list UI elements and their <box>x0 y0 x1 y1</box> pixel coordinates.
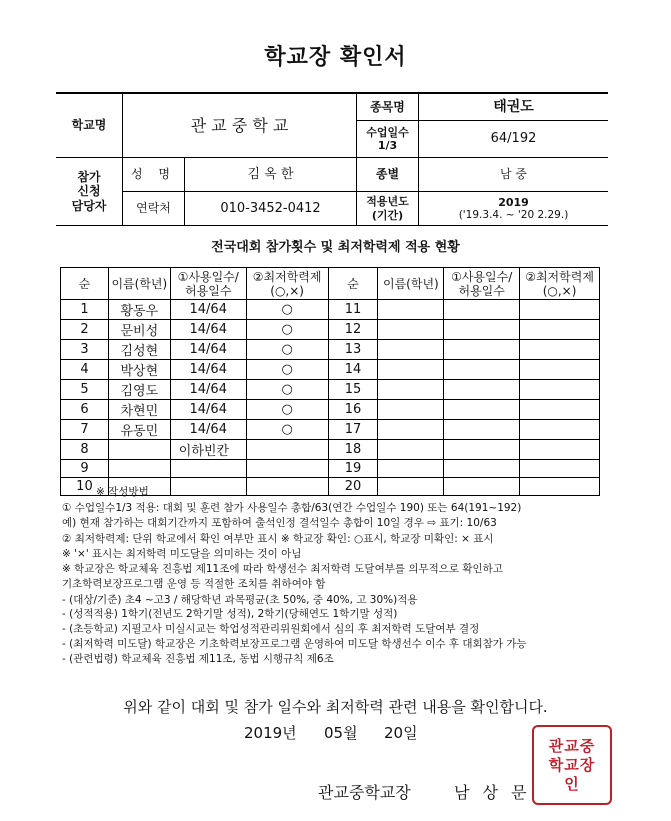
student-name: 김성현 <box>108 340 170 360</box>
instruction-line: ※ '×' 표시는 최저학력 미도달을 의미하는 것이 아님 <box>62 548 302 560</box>
student-name <box>378 478 444 496</box>
principal-title: 관교중학교장 <box>318 783 411 802</box>
row-number: 11 <box>328 300 378 320</box>
document-title: 학교장 확인서 <box>264 45 407 70</box>
instruction-line: - (성적적용) 1학기(전년도 2학기말 성적), 2학기(당해연도 1학기말 성적) <box>62 608 398 620</box>
used-days <box>444 320 520 340</box>
min-academic-mark: ○ <box>246 340 328 360</box>
used-days <box>444 420 520 440</box>
column-header: ①사용일수/ 허용일수 <box>170 268 246 300</box>
min-academic-mark <box>520 360 600 380</box>
used-days: 14/64 <box>170 300 246 320</box>
column-header: 순 <box>61 268 109 300</box>
used-days: 14/64 <box>170 340 246 360</box>
used-days <box>170 478 246 496</box>
student-name <box>378 300 444 320</box>
used-days: 14/64 <box>170 380 246 400</box>
table-row <box>61 460 600 478</box>
student-name <box>108 440 170 460</box>
instruction-line: 기초학력보장프로그램 운영 등 적절한 조치를 취하여야 함 <box>62 578 326 590</box>
blank-note: 이하빈칸 <box>170 440 246 460</box>
table-row <box>61 440 600 460</box>
column-header: ②최저학력제 (○,×) <box>246 268 328 300</box>
instruction-line: ※ 작성방법 <box>96 486 149 498</box>
row-number: 16 <box>328 400 378 420</box>
min-academic-mark <box>520 380 600 400</box>
student-name: 문비성 <box>108 320 170 340</box>
student-name: 차현민 <box>108 400 170 420</box>
table-row <box>61 340 600 360</box>
student-name <box>378 460 444 478</box>
days-value: 64/192 <box>418 120 608 158</box>
row-number: 13 <box>328 340 378 360</box>
period-value: ('19.3.4. ~ '20 2.29.) <box>458 208 569 221</box>
row-number: 8 <box>61 440 109 460</box>
row-number: 6 <box>61 400 109 420</box>
row-number: 10 <box>61 478 109 496</box>
row-number: 15 <box>328 380 378 400</box>
table-row <box>61 400 600 420</box>
min-academic-mark: ○ <box>246 300 328 320</box>
gender-label: 종별 <box>356 158 418 191</box>
row-number: 9 <box>61 460 109 478</box>
min-academic-mark: ○ <box>246 320 328 340</box>
student-name <box>378 380 444 400</box>
instruction-line: - (최저학력 미도달) 학교장은 기초학력보장프로그램 운영하여 미도달 학생선수 이수 후 대회참가 가능 <box>62 638 527 650</box>
instruction-line: ① 수업일수1/3 적용: 대회 및 훈련 참가 사용일수 총합/63(연간 수업일수 190) 또는 64(191~192) <box>62 502 522 514</box>
student-name <box>378 400 444 420</box>
instruction-line: 예) 현재 참가하는 대회기간까지 포함하여 출석인정 결석일수 총합이 10일 경우 ⇨ 표기: 10/63 <box>62 517 497 529</box>
min-academic-mark <box>520 478 600 496</box>
seal-text: 관교중학교장인 <box>548 736 596 793</box>
table-row <box>61 320 600 340</box>
used-days <box>444 380 520 400</box>
min-academic-mark <box>520 420 600 440</box>
used-days: 14/64 <box>170 320 246 340</box>
used-days <box>444 400 520 420</box>
row-number: 12 <box>328 320 378 340</box>
student-name <box>378 340 444 360</box>
instruction-line: - (대상/기준) 초4 ~고3 / 해당학년 과목평균(초 50%, 중 40%, 고 30%)적용 <box>62 594 418 606</box>
instruction-line: - (초등학교) 지필고사 미실시교는 학업성적관리위원회에서 심의 후 최저학력 도달여부 결정 <box>62 623 480 635</box>
instruction-line: ※ 학교장은 학교체육 진흥법 제11조에 따라 학생선수 최저학력 도달여부를 의무적으로 확인하고 <box>62 563 503 575</box>
used-days <box>444 300 520 320</box>
min-academic-mark <box>520 320 600 340</box>
min-academic-mark <box>520 340 600 360</box>
min-academic-mark: ○ <box>246 360 328 380</box>
row-number: 3 <box>61 340 109 360</box>
table-row <box>61 360 600 380</box>
column-header: 이름(학년) <box>108 268 170 300</box>
min-academic-mark: ○ <box>246 400 328 420</box>
column-header: 순 <box>328 268 378 300</box>
row-number: 19 <box>328 460 378 478</box>
min-academic-mark <box>520 300 600 320</box>
min-academic-mark <box>246 460 328 478</box>
confirm-text: 위와 같이 대회 및 참가 일수와 최저학력 관련 내용을 확인합니다. <box>123 698 548 716</box>
min-academic-mark <box>246 440 328 460</box>
column-header: 이름(학년) <box>378 268 444 300</box>
table-header <box>61 268 600 300</box>
student-name <box>378 320 444 340</box>
gender-value: 남 중 <box>418 158 608 191</box>
used-days <box>444 478 520 496</box>
year-value: 2019 <box>498 195 529 209</box>
min-academic-mark <box>520 460 600 478</box>
row-number: 4 <box>61 360 109 380</box>
used-days <box>444 440 520 460</box>
principal-name: 남 상 문 <box>454 783 531 802</box>
records-body <box>61 300 600 496</box>
table-row <box>61 380 600 400</box>
used-days: 14/64 <box>170 420 246 440</box>
section-title: 전국대회 참가횟수 및 최저학력제 적용 현황 <box>211 240 460 255</box>
student-name: 박상현 <box>108 360 170 380</box>
applicant-label: 참가 신청 담당자 <box>56 158 122 226</box>
event-label: 종목명 <box>356 92 418 120</box>
name-value: 김 옥 한 <box>184 158 356 191</box>
date-month: 05월 <box>324 724 358 742</box>
column-header: ②최저학력제 (○,×) <box>520 268 600 300</box>
used-days: 14/64 <box>170 400 246 420</box>
table-row <box>61 420 600 440</box>
student-name <box>378 440 444 460</box>
name-label: 성 명 <box>122 158 184 191</box>
row-number: 18 <box>328 440 378 460</box>
row-number: 2 <box>61 320 109 340</box>
row-number: 7 <box>61 420 109 440</box>
school-name: 관 교 중 학 교 <box>122 92 356 158</box>
contact-label: 연락처 <box>122 191 184 226</box>
contact-value: 010-3452-0412 <box>184 191 356 226</box>
student-name <box>108 460 170 478</box>
date-year: 2019년 <box>244 724 297 742</box>
used-days: 14/64 <box>170 360 246 380</box>
student-name <box>378 360 444 380</box>
school-label: 학교명 <box>56 92 122 158</box>
used-days <box>444 340 520 360</box>
year-label: 적용년도 (기간) <box>356 191 418 226</box>
year-cell <box>418 191 608 226</box>
row-number: 1 <box>61 300 109 320</box>
used-days <box>444 460 520 478</box>
min-academic-mark <box>246 478 328 496</box>
days-label: 수업일수 1/3 <box>356 120 418 158</box>
date-day: 20일 <box>384 724 418 742</box>
records-table <box>60 267 600 496</box>
official-seal <box>532 725 612 805</box>
min-academic-mark <box>520 400 600 420</box>
min-academic-mark <box>520 440 600 460</box>
student-name: 김영도 <box>108 380 170 400</box>
column-header: ①사용일수/ 허용일수 <box>444 268 520 300</box>
row-number: 14 <box>328 360 378 380</box>
student-name: 유동민 <box>108 420 170 440</box>
instruction-line: ② 최저학력제: 단위 학교에서 확인 여부만 표시 ※ 학교장 확인: ○표시, 학교장 미확인: × 표시 <box>62 533 494 545</box>
min-academic-mark: ○ <box>246 420 328 440</box>
row-number: 17 <box>328 420 378 440</box>
student-name: 황동우 <box>108 300 170 320</box>
table-row <box>61 300 600 320</box>
min-academic-mark: ○ <box>246 380 328 400</box>
event-value: 태권도 <box>418 92 608 120</box>
row-number: 20 <box>328 478 378 496</box>
row-number: 5 <box>61 380 109 400</box>
used-days <box>444 360 520 380</box>
used-days <box>170 460 246 478</box>
student-name <box>378 420 444 440</box>
instruction-line: - (관련법령) 학교체육 진흥법 제11조, 동법 시행규칙 제6조 <box>62 653 334 665</box>
